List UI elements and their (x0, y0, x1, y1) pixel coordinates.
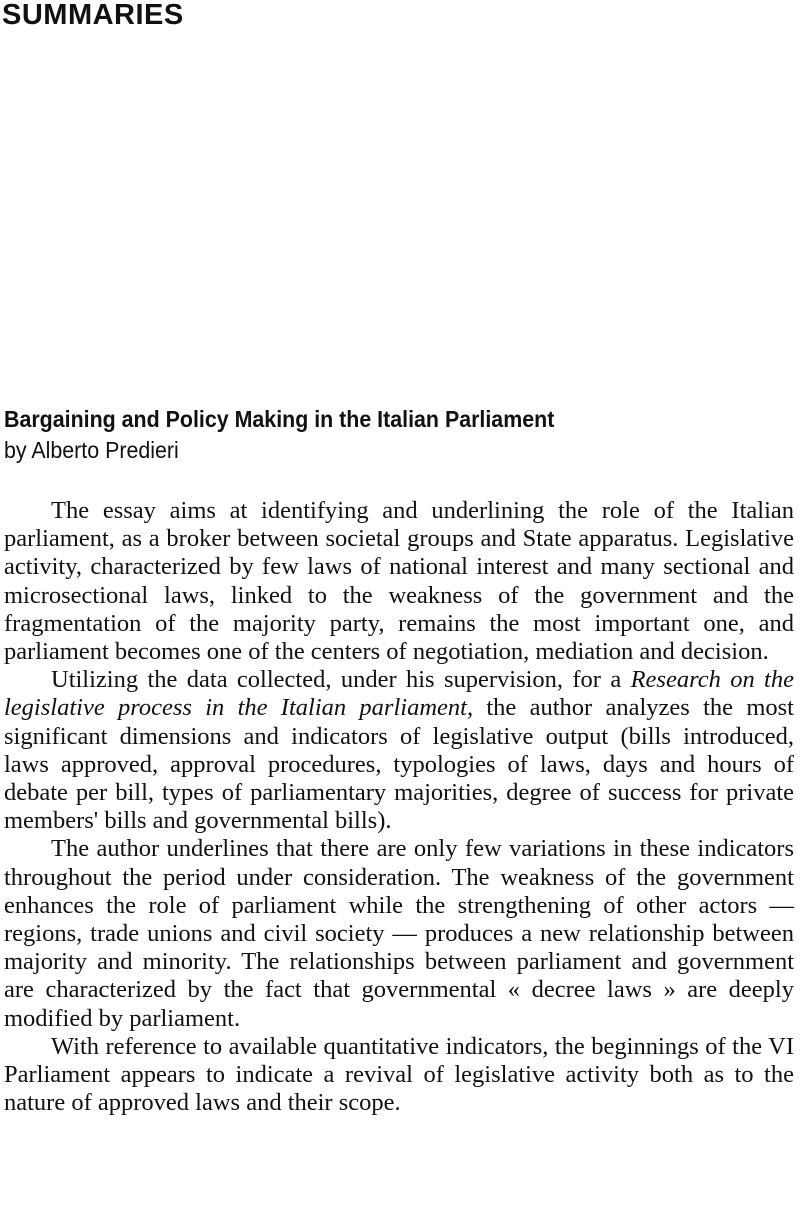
section-heading: SUMMARIES (2, 0, 184, 31)
paragraph-2-rest: , the author analyzes the most significant dimensions and indicators of legislative output (bills introduced, laws approved, approval procedures, typologies of laws, days and hours of debate per bill, types of parliamentary majorities, degree of success for private members' bills and governmental bills). (4, 694, 794, 835)
paragraph-4: With reference to available quantitative indicators, the beginnings of the VI Parliament appears to indicate a revival of legislative activity both as to the nature of approved laws and their scope. (4, 1032, 794, 1117)
paragraph-1: The essay aims at identifying and underlining the role of the Italian parliament, as a broker between societal groups and State apparatus. Legislative activity, characterized by few laws of national interest and many sectional and microsectional laws, linked to the weakness of the government and the fragmentation of the majority party, remains the most important one, and parliament becomes one of the centers of negotiation, mediation and decision. (4, 497, 794, 666)
paragraph-2 (4, 666, 794, 835)
research-title-italic: Research on the legislative process in the Italian parliament (4, 666, 794, 722)
paragraph-2-lead: Utilizing the data collected, under his supervision, for a (51, 666, 631, 694)
article-body (4, 497, 794, 1117)
article-title: Bargaining and Policy Making in the Italian Parliament (4, 406, 555, 432)
paragraph-3: The author underlines that there are only few variations in these indicators throughout the period under consideration. The weakness of the government enhances the role of parliament while the strengthening of other actors — regions, trade unions and civil society — produces a new relationship between majority and minority. The relationships between parliament and government are characterized by the fact that governmental « decree laws » are deeply modified by parliament. (4, 835, 794, 1032)
article-byline: by Alberto Predieri (4, 437, 179, 463)
